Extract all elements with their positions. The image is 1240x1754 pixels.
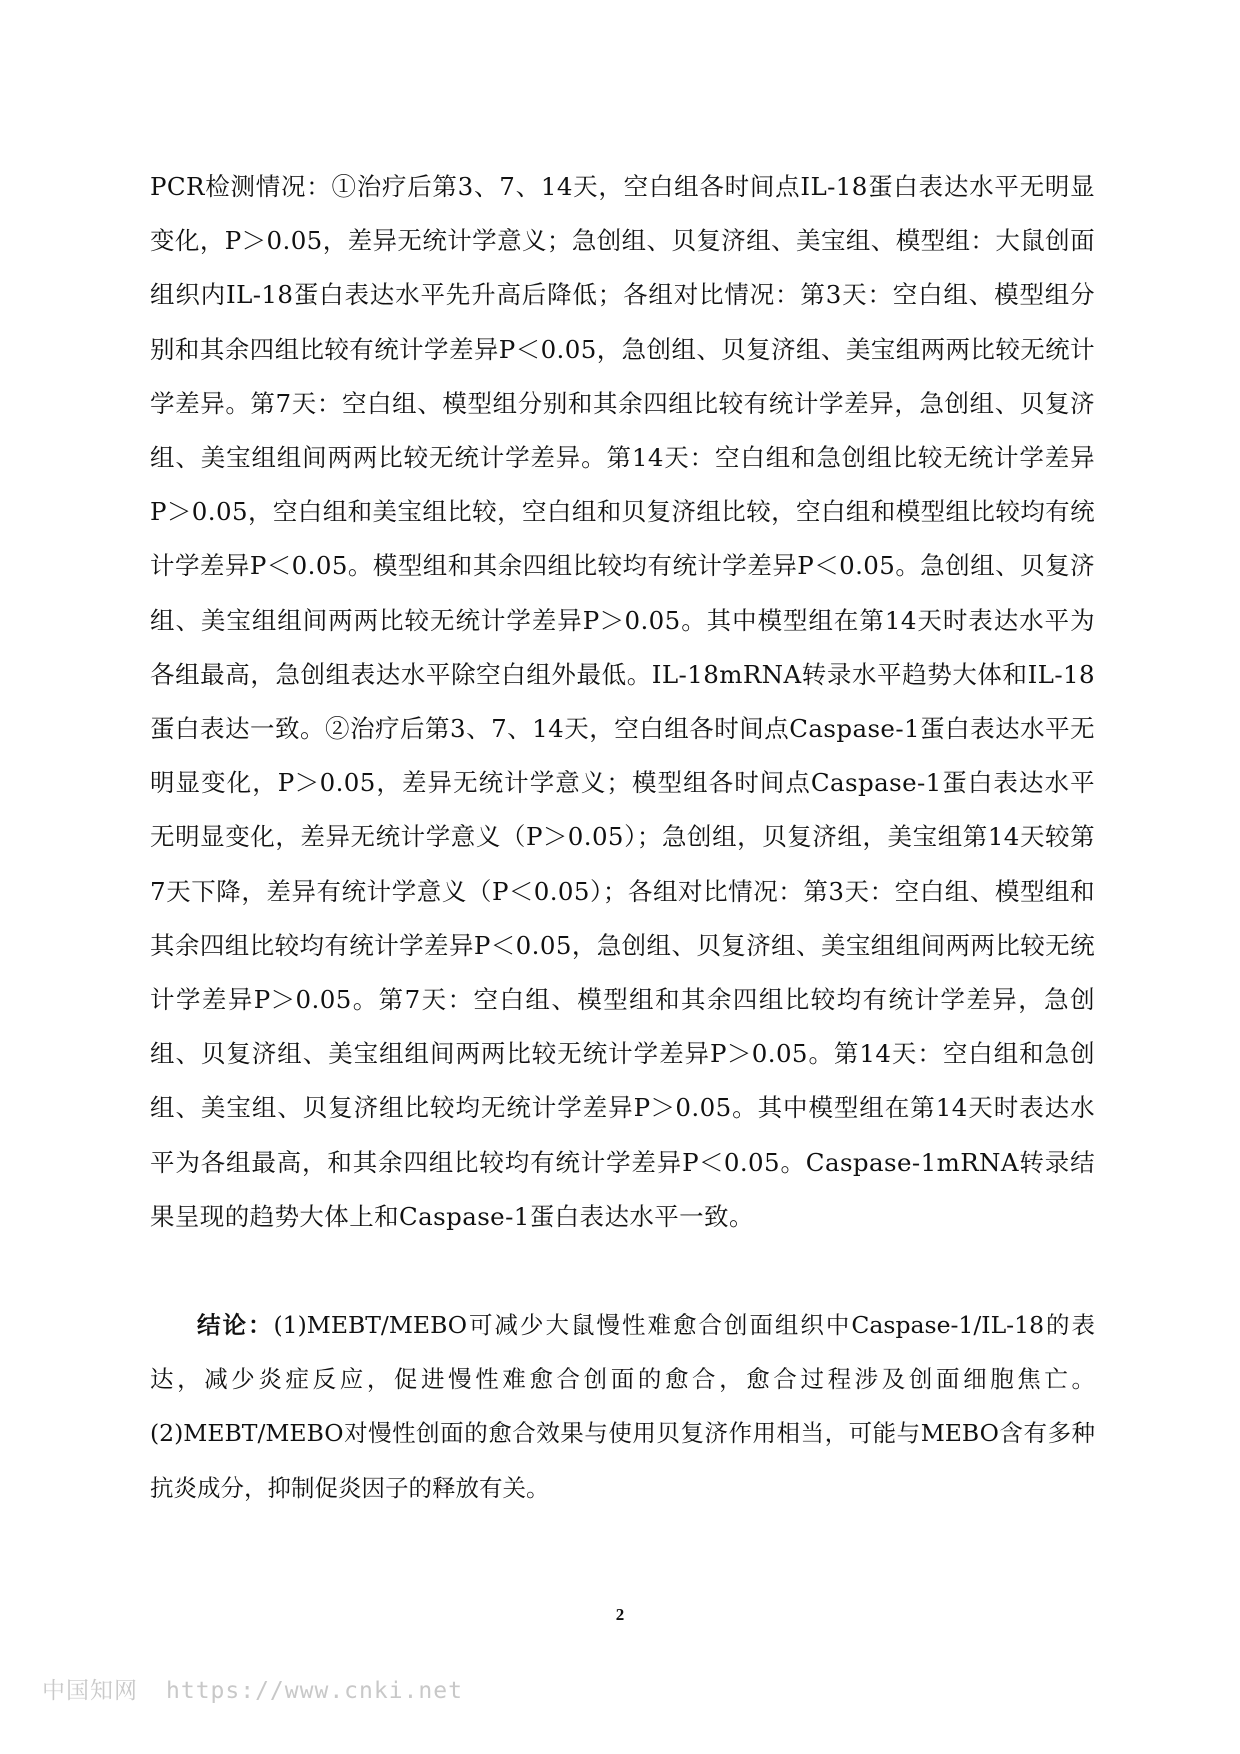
page-number: 2 [615, 1605, 625, 1624]
cnki-watermark [42, 1672, 463, 1705]
conclusion-paragraph [150, 1298, 1095, 1515]
conclusion-text: (1)MEBT/MEBO可减少大鼠慢性难愈合创面组织中Caspase-1/IL-18的表达，减少炎症反应，促进慢性难愈合创面的愈合，愈合过程涉及创面细胞焦亡。(2)MEBT/MEBO对慢性创面的愈合效果与使用贝复济作用相当，可能与MEBO含有多种抗炎成分，抑制促炎因子的释放有关。 [150, 1311, 1096, 1502]
watermark-url: https://www.cnki.net [166, 1678, 463, 1704]
watermark-brand: 中国知网 [42, 1678, 138, 1704]
conclusion-label: 结论： [197, 1311, 274, 1339]
results-paragraph: PCR检测情况：①治疗后第3、7、14天，空白组各时间点IL-18蛋白表达水平无明显变化，P＞0.05，差异无统计学意义；急创组、贝复济组、美宝组、模型组：大鼠创面组织内IL-18蛋白表达水平先升高后降低；各组对比情况：第3天：空白组、模型组分别和其余四组比较有统计学差异P＜0.05，急创组、贝复济组、美宝组两两比较无统计学差异。第7天：空白组、模型组分别和其余四组比较有统计学差异，急创组、贝复济组、美宝组组间两两比较无统计学差异。第14天：空白组和急创组比较无统计学差异P＞0.05，空白组和美宝组比较，空白组和贝复济组比较，空白组和模型组比较均有统计学差异P＜0.05。模型组和其余四组比较均有统计学差异P＜0.05。急创组、贝复济组、美宝组组间两两比较无统计学差异P＞0.05。其中模型组在第14天时表达水平为各组最高，急创组表达水平除空白组外最低。IL-18mRNA转录水平趋势大体和IL-18蛋白表达一致。②治疗后第3、7、14天，空白组各时间点Caspase-1蛋白表达水平无明显变化，P＞0.05，差异无统计学意义；模型组各时间点Caspase-1蛋白表达水平无明显变化，差异无统计学意义（P＞0.05）；急创组，贝复济组，美宝组第14天较第7天下降，差异有统计学意义（P＜0.05）；各组对比情况：第3天：空白组、模型组和其余四组比较均有统计学差异P＜0.05，急创组、贝复济组、美宝组组间两两比较无统计学差异P＞0.05。第7天：空白组、模型组和其余四组比较均有统计学差异，急创组、贝复济组、美宝组组间两两比较无统计学差异P＞0.05。第14天：空白组和急创组、美宝组、贝复济组比较均无统计学差异P＞0.05。其中模型组在第14天时表达水平为各组最高，和其余四组比较均有统计学差异P＜0.05。Caspase-1mRNA转录结果呈现的趋势大体上和Caspase-1蛋白表达水平一致。 [150, 172, 1095, 1231]
